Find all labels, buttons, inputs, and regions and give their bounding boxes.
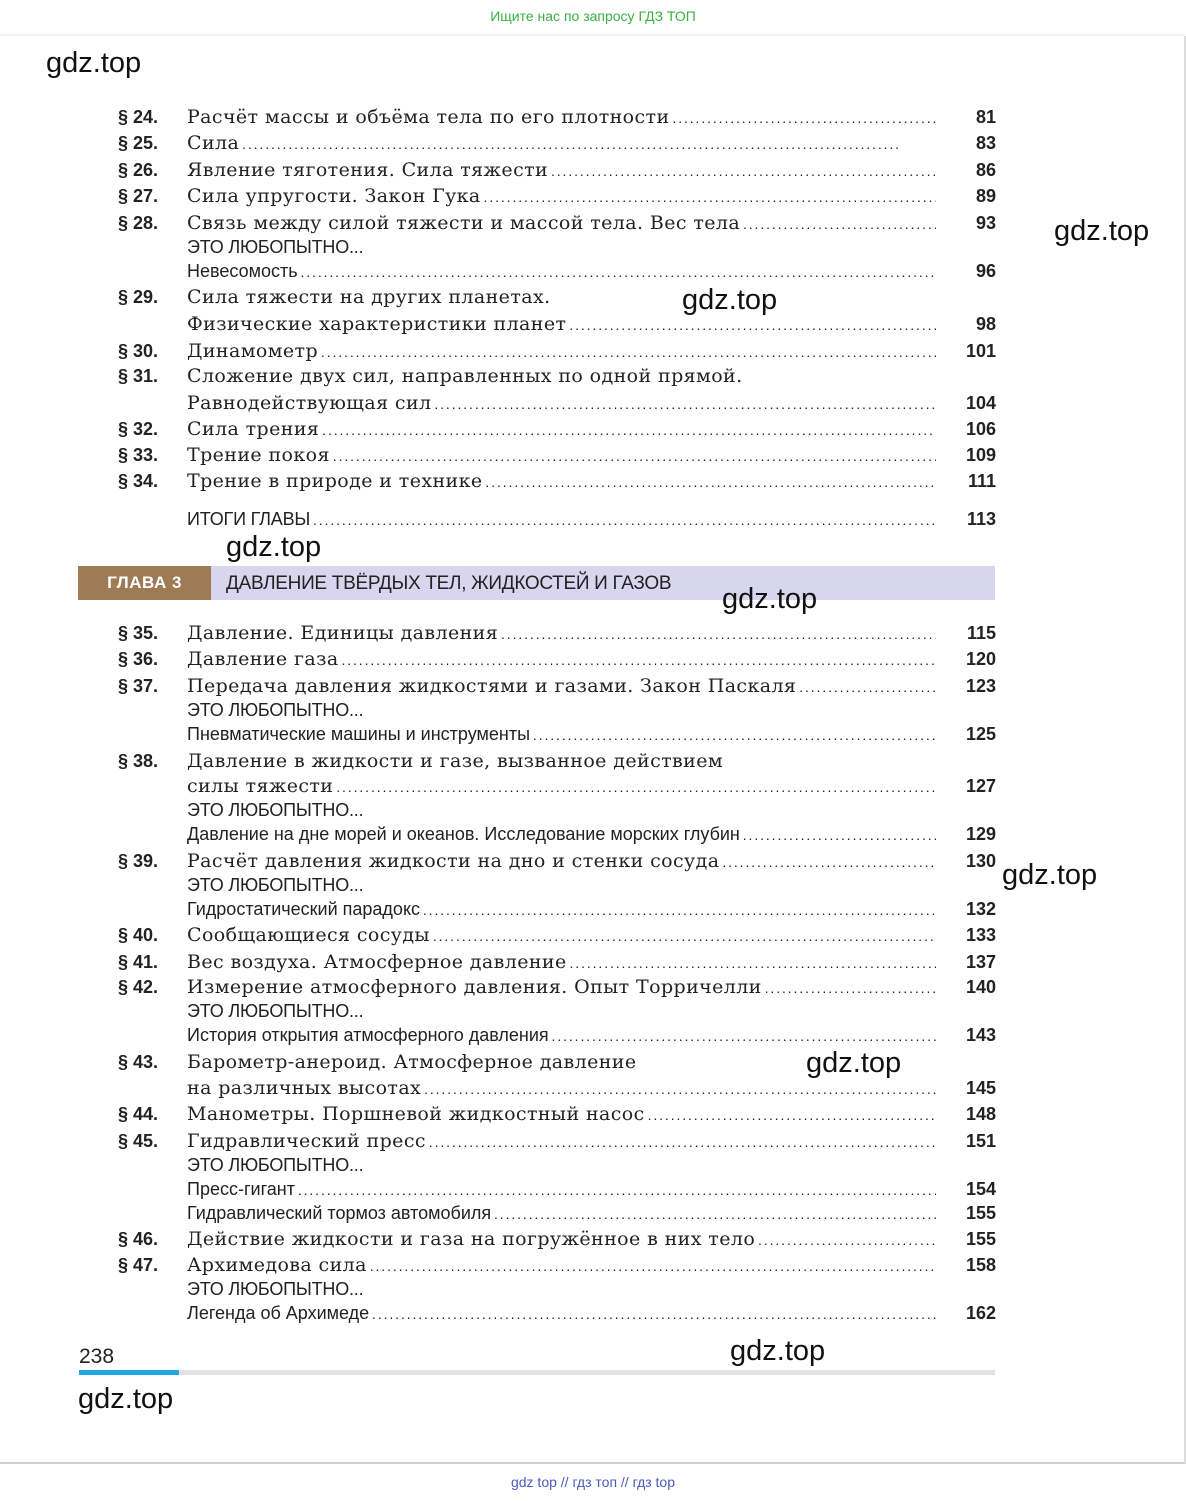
toc-section-number: § 34. <box>118 471 159 491</box>
toc-section-number: § 39. <box>118 851 159 871</box>
toc-title <box>187 673 936 699</box>
toc-section-number: § 38. <box>118 751 159 771</box>
toc-entry <box>0 442 1186 468</box>
toc-title-text: Невесомость <box>187 261 298 281</box>
toc-section-number: § 31. <box>118 366 159 386</box>
toc-entry <box>0 284 1186 310</box>
chapter-label: ГЛАВА 3 <box>78 566 211 600</box>
toc-entry <box>0 157 1186 183</box>
toc-page-number: 86 <box>975 160 996 180</box>
watermark: gdz.top <box>806 1047 902 1079</box>
toc-title <box>187 922 936 948</box>
toc-entry <box>0 1101 1186 1127</box>
toc-entry <box>0 1200 1186 1226</box>
toc-entry <box>0 416 1186 442</box>
toc-title <box>187 468 936 494</box>
toc-title <box>187 1276 936 1302</box>
toc-title-text: Давление. Единицы давления <box>187 622 499 644</box>
toc-entry <box>0 1276 1186 1302</box>
toc-entry <box>0 104 1186 130</box>
toc-section-number: § 40. <box>118 925 159 945</box>
toc-section-number: § 30. <box>118 341 159 361</box>
toc-entry <box>0 338 1186 364</box>
toc-title-text: Сила трения <box>187 418 320 440</box>
toc-title <box>187 1300 936 1326</box>
toc-entry <box>0 1152 1186 1178</box>
toc-title-text: Связь между силой тяжести и массой тела. Вес тела <box>187 212 741 234</box>
toc-page-number: 133 <box>965 925 996 945</box>
toc-title <box>187 773 936 799</box>
toc-entry <box>0 1075 1186 1101</box>
toc-entry <box>0 721 1186 747</box>
toc-entry <box>0 821 1186 847</box>
toc-page-number: 83 <box>975 133 996 153</box>
toc-page-number: 155 <box>965 1229 996 1249</box>
toc-title <box>187 416 936 442</box>
toc-title <box>187 697 936 723</box>
toc-page-number: 158 <box>965 1255 996 1275</box>
footer-rule-accent <box>79 1370 179 1375</box>
watermark: gdz.top <box>1002 859 1098 891</box>
toc-title <box>187 1128 936 1154</box>
toc-title <box>187 311 936 337</box>
toc-page-number: 148 <box>965 1104 996 1124</box>
toc-entry <box>0 1252 1186 1278</box>
toc-page-number: 81 <box>975 107 996 127</box>
toc-title-text: ЭТО ЛЮБОПЫТНО... <box>187 237 364 257</box>
toc-title-text: Трение покоя <box>187 444 330 466</box>
toc-title <box>187 998 936 1024</box>
toc-title-text: Сообщающиеся сосуды <box>187 924 430 946</box>
toc-page-number: 151 <box>965 1131 996 1151</box>
toc-page-number: 125 <box>965 724 996 744</box>
toc-title-text: Сила упругости. Закон Гука <box>187 185 481 207</box>
toc-section-number: § 35. <box>118 623 159 643</box>
toc-title-text: Сила тяжести на других планетах. <box>187 286 551 308</box>
toc-title-text: на различных высотах <box>187 1077 422 1099</box>
toc-entry <box>0 974 1186 1000</box>
toc-title-text: ИТОГИ ГЛАВЫ <box>187 509 311 529</box>
watermark: gdz.top <box>78 1383 174 1415</box>
watermark: gdz.top <box>682 284 778 316</box>
toc-title-text: Пресс-гигант <box>187 1179 295 1199</box>
toc-section-number: § 32. <box>118 419 159 439</box>
toc-title <box>187 183 936 209</box>
toc-title-text: Динамометр <box>187 340 319 362</box>
toc-title <box>187 1101 936 1127</box>
toc-page-number: 115 <box>966 623 996 643</box>
toc-entry <box>0 311 1186 337</box>
toc-title <box>187 1176 936 1202</box>
toc-title-text: Сила <box>187 132 240 154</box>
toc-entry <box>0 1022 1186 1048</box>
toc-page-number: 113 <box>966 509 996 529</box>
toc-title <box>187 949 936 975</box>
toc-entry <box>0 506 1186 532</box>
toc-title <box>187 210 936 236</box>
toc-title <box>187 620 936 646</box>
toc-section-number: § 29. <box>118 287 159 307</box>
toc-title-text: История открытия атмосферного давления <box>187 1025 549 1045</box>
top-search-banner[interactable]: Ищите нас по запросу ГДЗ ТОП <box>0 0 1186 34</box>
toc-page-number: 101 <box>965 341 996 361</box>
toc-page-number: 145 <box>965 1078 996 1098</box>
toc-title <box>187 130 936 156</box>
toc-title-text: силы тяжести <box>187 775 334 797</box>
toc-title-text: ЭТО ЛЮБОПЫТНО... <box>187 875 364 895</box>
toc-title-text: ЭТО ЛЮБОПЫТНО... <box>187 800 364 820</box>
page-number: 238 <box>79 1345 115 1368</box>
toc-page-number: 130 <box>965 851 996 871</box>
toc-title <box>187 157 936 183</box>
toc-page-number: 154 <box>965 1179 996 1199</box>
chapter-header <box>78 566 995 600</box>
toc-section-number: § 28. <box>118 213 159 233</box>
toc-page-number: 132 <box>965 899 996 919</box>
toc-title-text: Сложение двух сил, направленных по одной прямой. <box>187 365 743 387</box>
toc-title-text: Давление газа <box>187 648 339 670</box>
toc-page-number: 104 <box>965 393 996 413</box>
toc-section-number: § 42. <box>118 977 159 997</box>
toc-entry <box>0 896 1186 922</box>
toc-entry <box>0 234 1186 260</box>
toc-title-text: Барометр-анероид. Атмосферное давление <box>187 1051 637 1073</box>
toc-entry <box>0 773 1186 799</box>
toc-section-number: § 24. <box>118 107 159 127</box>
toc-title <box>187 721 936 747</box>
toc-entry <box>0 748 1186 774</box>
toc-entry <box>0 949 1186 975</box>
watermark: gdz.top <box>46 47 142 79</box>
toc-title <box>187 1022 936 1048</box>
toc-section-number: § 27. <box>118 186 159 206</box>
toc-section-number: § 36. <box>118 649 159 669</box>
chapter-title: ДАВЛЕНИЕ ТВЁРДЫХ ТЕЛ, ЖИДКОСТЕЙ И ГАЗОВ <box>226 573 672 594</box>
toc-title-text: Гидравлический тормоз автомобиля <box>187 1203 492 1223</box>
toc-title <box>187 748 936 774</box>
toc-entry <box>0 130 1186 156</box>
toc-section-number: § 43. <box>118 1052 159 1072</box>
toc-entry <box>0 697 1186 723</box>
toc-title <box>187 821 936 847</box>
toc-entry <box>0 1128 1186 1154</box>
toc-title <box>187 234 936 260</box>
toc-entry <box>0 183 1186 209</box>
toc-section-number: § 33. <box>118 445 159 465</box>
toc-entry <box>0 468 1186 494</box>
toc-title <box>187 797 936 823</box>
toc-title-text: Расчёт массы и объёма тела по его плотности <box>187 106 670 128</box>
toc-entry <box>0 210 1186 236</box>
toc-entry <box>0 922 1186 948</box>
toc-entry <box>0 390 1186 416</box>
toc-entry <box>0 646 1186 672</box>
toc-title <box>187 974 936 1000</box>
toc-title-text: Манометры. Поршневой жидкостный насос <box>187 1103 645 1125</box>
toc-title-text: Действие жидкости и газа на погружённое в них тело <box>187 1228 756 1250</box>
watermark: gdz.top <box>730 1335 826 1367</box>
toc-page-number: 155 <box>965 1203 996 1223</box>
toc-title-text: Архимедова сила <box>187 1254 367 1276</box>
toc-entry <box>0 258 1186 284</box>
toc-title <box>187 104 936 130</box>
toc-title-text: ЭТО ЛЮБОПЫТНО... <box>187 700 364 720</box>
watermark: gdz.top <box>722 583 818 615</box>
toc-title-text: Давление в жидкости и газе, вызванное действием <box>187 750 724 772</box>
toc-title-text: Гидравлический пресс <box>187 1130 426 1152</box>
bottom-links-bar[interactable]: gdz top // гдз топ // гдз top <box>510 1474 676 1490</box>
toc-page-number: 106 <box>965 419 996 439</box>
toc-section-number: § 25. <box>118 133 159 153</box>
toc-section-number: § 37. <box>118 676 159 696</box>
toc-entry <box>0 673 1186 699</box>
toc-title <box>187 338 936 364</box>
toc-title <box>187 363 936 389</box>
toc-page-number: 129 <box>965 824 996 844</box>
toc-title-text: Трение в природе и технике <box>187 470 483 492</box>
toc-title <box>187 848 936 874</box>
toc-entry <box>0 363 1186 389</box>
toc-page-number: 143 <box>965 1025 996 1045</box>
toc-page-number: 127 <box>965 776 996 796</box>
toc-section-number: § 45. <box>118 1131 159 1151</box>
toc-title <box>187 646 936 672</box>
watermark: gdz.top <box>1054 215 1150 247</box>
toc-page-number: 111 <box>967 471 996 491</box>
toc-title-text: Расчёт давления жидкости на дно и стенки сосуда <box>187 850 720 872</box>
toc-page-number: 140 <box>965 977 996 997</box>
toc-page-number: 93 <box>975 213 996 233</box>
toc-title-text: ЭТО ЛЮБОПЫТНО... <box>187 1155 364 1175</box>
toc-entry <box>0 1226 1186 1252</box>
toc-entry <box>0 1176 1186 1202</box>
toc-title <box>187 442 936 468</box>
toc-title-text: ЭТО ЛЮБОПЫТНО... <box>187 1279 364 1299</box>
toc-entry <box>0 1300 1186 1326</box>
toc-title <box>187 1152 936 1178</box>
toc-page-number: 137 <box>965 952 996 972</box>
toc-page-number: 89 <box>975 186 996 206</box>
toc-entry <box>0 1049 1186 1075</box>
toc-title <box>187 390 936 416</box>
toc-title-text: Передача давления жидкостями и газами. Закон Паскаля <box>187 675 797 697</box>
toc-title <box>187 1252 936 1278</box>
toc-title <box>187 506 936 532</box>
toc-title-text: Физические характеристики планет <box>187 313 567 335</box>
toc-page-number: 96 <box>975 261 996 281</box>
toc-title <box>187 258 936 284</box>
toc-section-number: § 44. <box>118 1104 159 1124</box>
toc-page-number: 109 <box>965 445 996 465</box>
toc-title <box>187 1226 936 1252</box>
toc-title-text: Легенда об Архимеде <box>187 1303 370 1323</box>
toc-title-text: Измерение атмосферного давления. Опыт Торричелли <box>187 976 762 998</box>
toc-page-number: 120 <box>965 649 996 669</box>
toc-title <box>187 896 936 922</box>
toc-entry <box>0 797 1186 823</box>
toc-title-text: Равнодействующая сил <box>187 392 432 414</box>
toc-entry <box>0 998 1186 1024</box>
toc-title <box>187 1200 936 1226</box>
toc-title <box>187 872 936 898</box>
toc-title <box>187 284 936 310</box>
toc-page-number: 98 <box>975 314 996 334</box>
toc-section-number: § 46. <box>118 1229 159 1249</box>
toc-title-text: Пневматические машины и инструменты <box>187 724 531 744</box>
toc-title-text: Вес воздуха. Атмосферное давление <box>187 951 567 973</box>
toc-page-number: 123 <box>965 676 996 696</box>
toc-section-number: § 41. <box>118 952 159 972</box>
toc-page-number: 162 <box>965 1303 996 1323</box>
toc-title-text: Явление тяготения. Сила тяжести <box>187 159 549 181</box>
toc-section-number: § 47. <box>118 1255 159 1275</box>
toc-title-text: Гидростатический парадокс <box>187 899 421 919</box>
toc-section-number: § 26. <box>118 160 159 180</box>
footer-rule <box>79 1370 995 1375</box>
toc-entry <box>0 620 1186 646</box>
toc-title-text: Давление на дне морей и океанов. Исследование морских глубин <box>187 824 740 844</box>
watermark: gdz.top <box>226 531 322 563</box>
toc-title-text: ЭТО ЛЮБОПЫТНО... <box>187 1001 364 1021</box>
